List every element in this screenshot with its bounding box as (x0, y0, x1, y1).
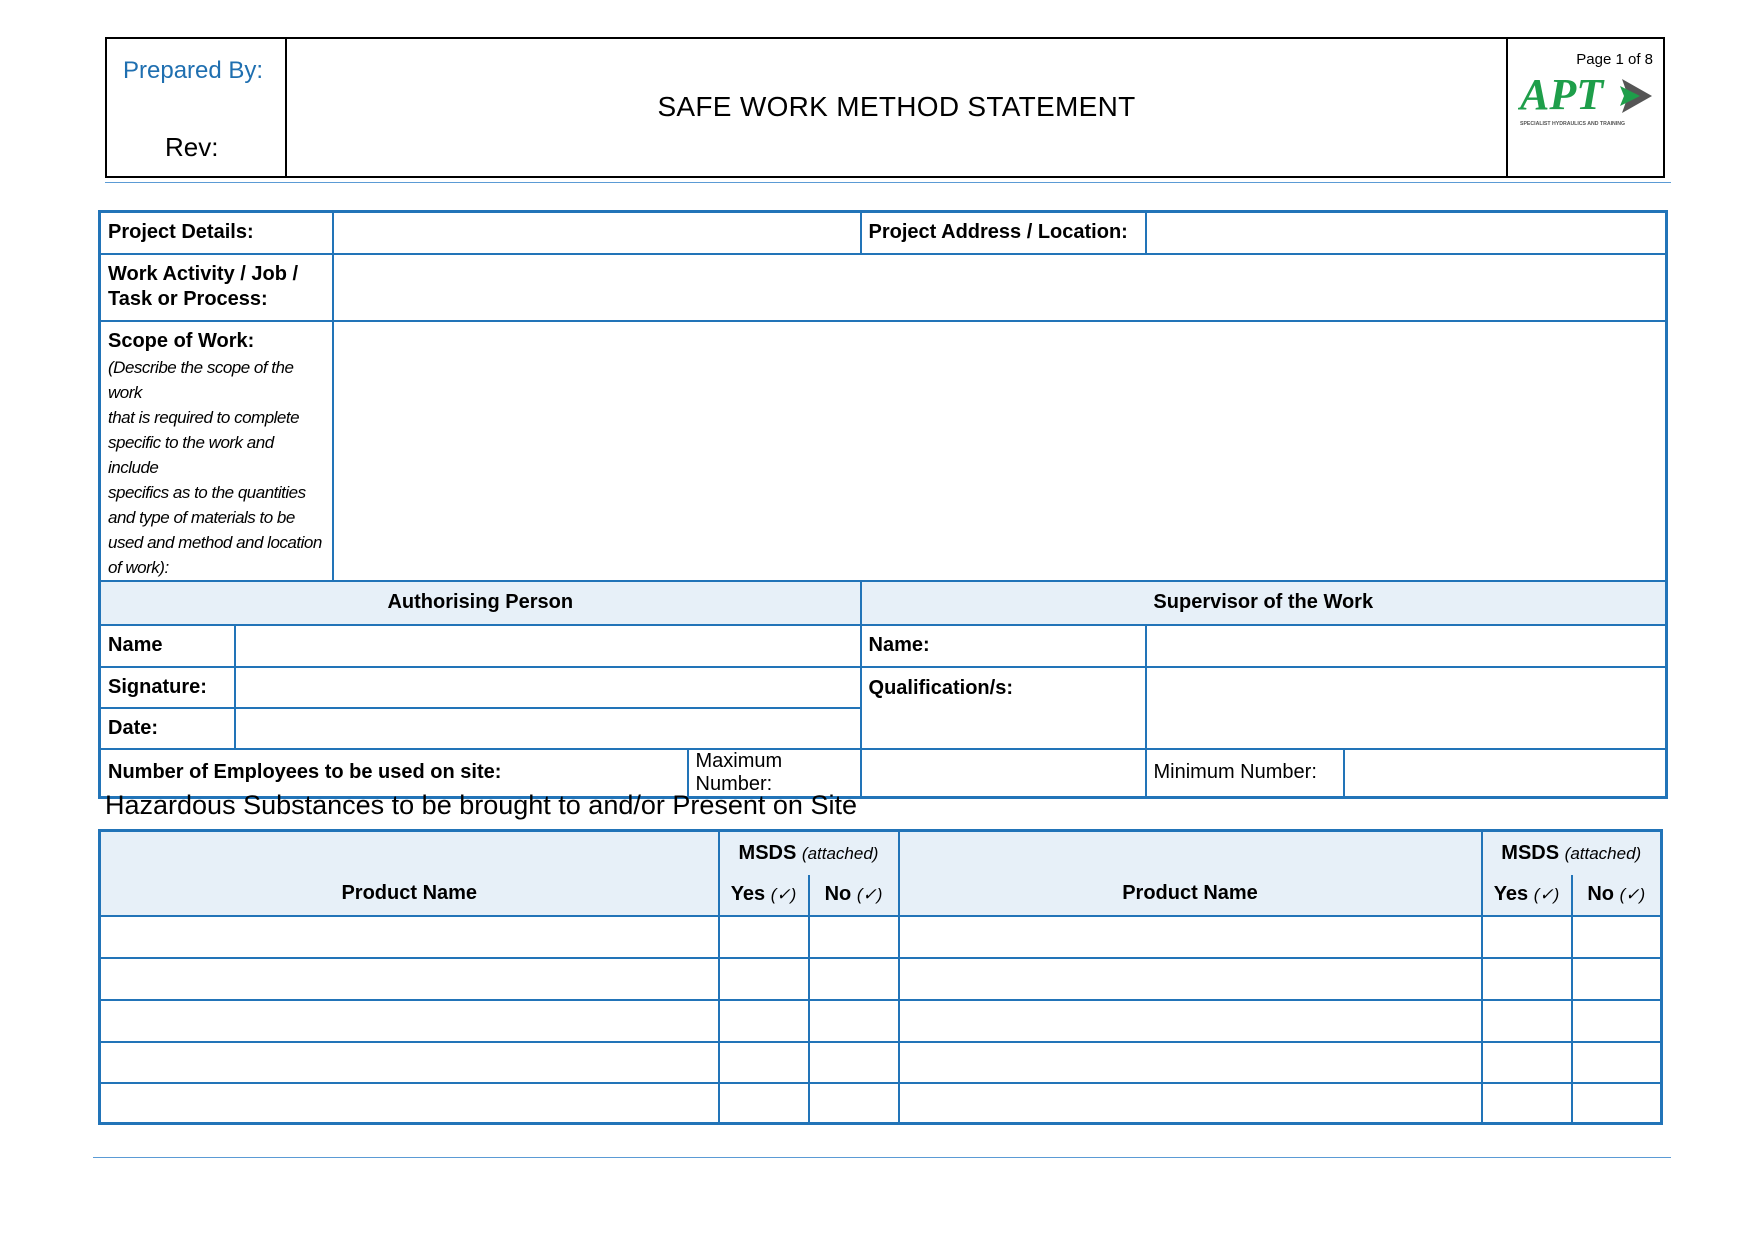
msds-yes-cell[interactable] (1482, 1000, 1572, 1042)
product-name-cell[interactable] (100, 1083, 719, 1124)
table-row (100, 916, 1662, 958)
work-activity-field[interactable] (333, 254, 1667, 321)
product-name-cell[interactable] (899, 1000, 1482, 1042)
scope-of-work-label: Scope of Work: (108, 329, 255, 352)
msds-yes-cell[interactable] (719, 1083, 809, 1124)
product-name-cell[interactable] (899, 958, 1482, 1000)
logo-text: APT (1520, 70, 1604, 119)
date-label: Date: (100, 708, 235, 749)
project-details-table (98, 210, 1668, 799)
min-number-field[interactable] (1344, 749, 1667, 798)
yes-header-left: Yes (✓) (719, 875, 809, 916)
product-name-cell[interactable] (899, 1042, 1482, 1083)
product-name-cell[interactable] (100, 916, 719, 958)
page-number: Page 1 of 8 (1576, 51, 1653, 68)
product-name-cell[interactable] (100, 1000, 719, 1042)
no-header-right: No (✓) (1572, 875, 1662, 916)
product-name-cell[interactable] (100, 958, 719, 1000)
msds-no-cell[interactable] (1572, 1000, 1662, 1042)
product-name-cell[interactable] (899, 916, 1482, 958)
msds-yes-cell[interactable] (1482, 1083, 1572, 1124)
project-address-field[interactable] (1146, 212, 1667, 254)
project-details-label: Project Details: (100, 212, 333, 254)
table-row (100, 1000, 1662, 1042)
msds-header-right: MSDS (attached) (1482, 831, 1662, 875)
apt-logo-icon (1518, 69, 1656, 131)
msds-yes-cell[interactable] (719, 958, 809, 1000)
supervisor-name-field[interactable] (1146, 625, 1667, 667)
authoriser-name-field[interactable] (235, 625, 861, 667)
rev-label: Rev: (165, 132, 219, 162)
msds-yes-cell[interactable] (1482, 1042, 1572, 1083)
yes-header-right: Yes (✓) (1482, 875, 1572, 916)
msds-header-left: MSDS (attached) (719, 831, 899, 875)
scope-of-work-field[interactable] (333, 321, 1667, 581)
table-row (100, 1042, 1662, 1083)
msds-yes-cell[interactable] (719, 1000, 809, 1042)
hazardous-section-title: Hazardous Substances to be brought to and/or Present on Site (105, 790, 857, 820)
qualification-field[interactable] (1146, 667, 1667, 749)
product-name-header-right: Product Name (899, 831, 1482, 916)
authoriser-name-label: Name (100, 625, 235, 667)
table-row (100, 1083, 1662, 1124)
msds-no-cell[interactable] (1572, 1042, 1662, 1083)
prepared-by-label: Prepared By: (123, 57, 264, 84)
hazardous-substances-table (98, 829, 1663, 1125)
msds-no-cell[interactable] (809, 1000, 899, 1042)
scope-of-work-label-cell (100, 321, 333, 581)
product-name-header-left: Product Name (100, 831, 719, 916)
document-header (105, 37, 1665, 178)
authorising-person-header: Authorising Person (100, 581, 861, 625)
msds-yes-cell[interactable] (1482, 958, 1572, 1000)
min-number-label: Minimum Number: (1146, 749, 1344, 798)
scope-description: (Describe the scope of the work that is required to complete specific to the work and include specifics as to the quantities and type of materials to be used and method and location of work): (108, 357, 322, 577)
max-number-label: Maximum Number: (688, 749, 861, 798)
no-header-left: No (✓) (809, 875, 899, 916)
footer-rule (93, 1157, 1671, 1158)
qualification-label: Qualification/s: (861, 667, 1146, 749)
logo-tagline: SPECIALIST HYDRAULICS AND TRAINING (1520, 121, 1626, 127)
signature-field[interactable] (235, 667, 861, 708)
max-number-field[interactable] (861, 749, 1146, 798)
msds-no-cell[interactable] (809, 958, 899, 1000)
project-address-label: Project Address / Location: (861, 212, 1146, 254)
msds-no-cell[interactable] (809, 1042, 899, 1083)
msds-yes-cell[interactable] (719, 916, 809, 958)
page-title: SAFE WORK METHOD STATEMENT (657, 91, 1136, 122)
header-rule (105, 182, 1671, 183)
product-name-cell[interactable] (100, 1042, 719, 1083)
date-field[interactable] (235, 708, 861, 749)
header-left-cell (107, 39, 287, 176)
project-details-field[interactable] (333, 212, 861, 254)
supervisor-name-label: Name: (861, 625, 1146, 667)
msds-yes-cell[interactable] (719, 1042, 809, 1083)
msds-yes-cell[interactable] (1482, 916, 1572, 958)
signature-label: Signature: (100, 667, 235, 708)
employees-label: Number of Employees to be used on site: (100, 749, 688, 798)
msds-no-cell[interactable] (1572, 1083, 1662, 1124)
msds-no-cell[interactable] (1572, 916, 1662, 958)
supervisor-header: Supervisor of the Work (861, 581, 1667, 625)
header-right-cell (1506, 39, 1663, 176)
work-activity-label: Work Activity / Job / Task or Process: (100, 254, 333, 321)
msds-no-cell[interactable] (1572, 958, 1662, 1000)
msds-no-cell[interactable] (809, 916, 899, 958)
product-name-cell[interactable] (899, 1083, 1482, 1124)
table-row (100, 958, 1662, 1000)
msds-no-cell[interactable] (809, 1083, 899, 1124)
